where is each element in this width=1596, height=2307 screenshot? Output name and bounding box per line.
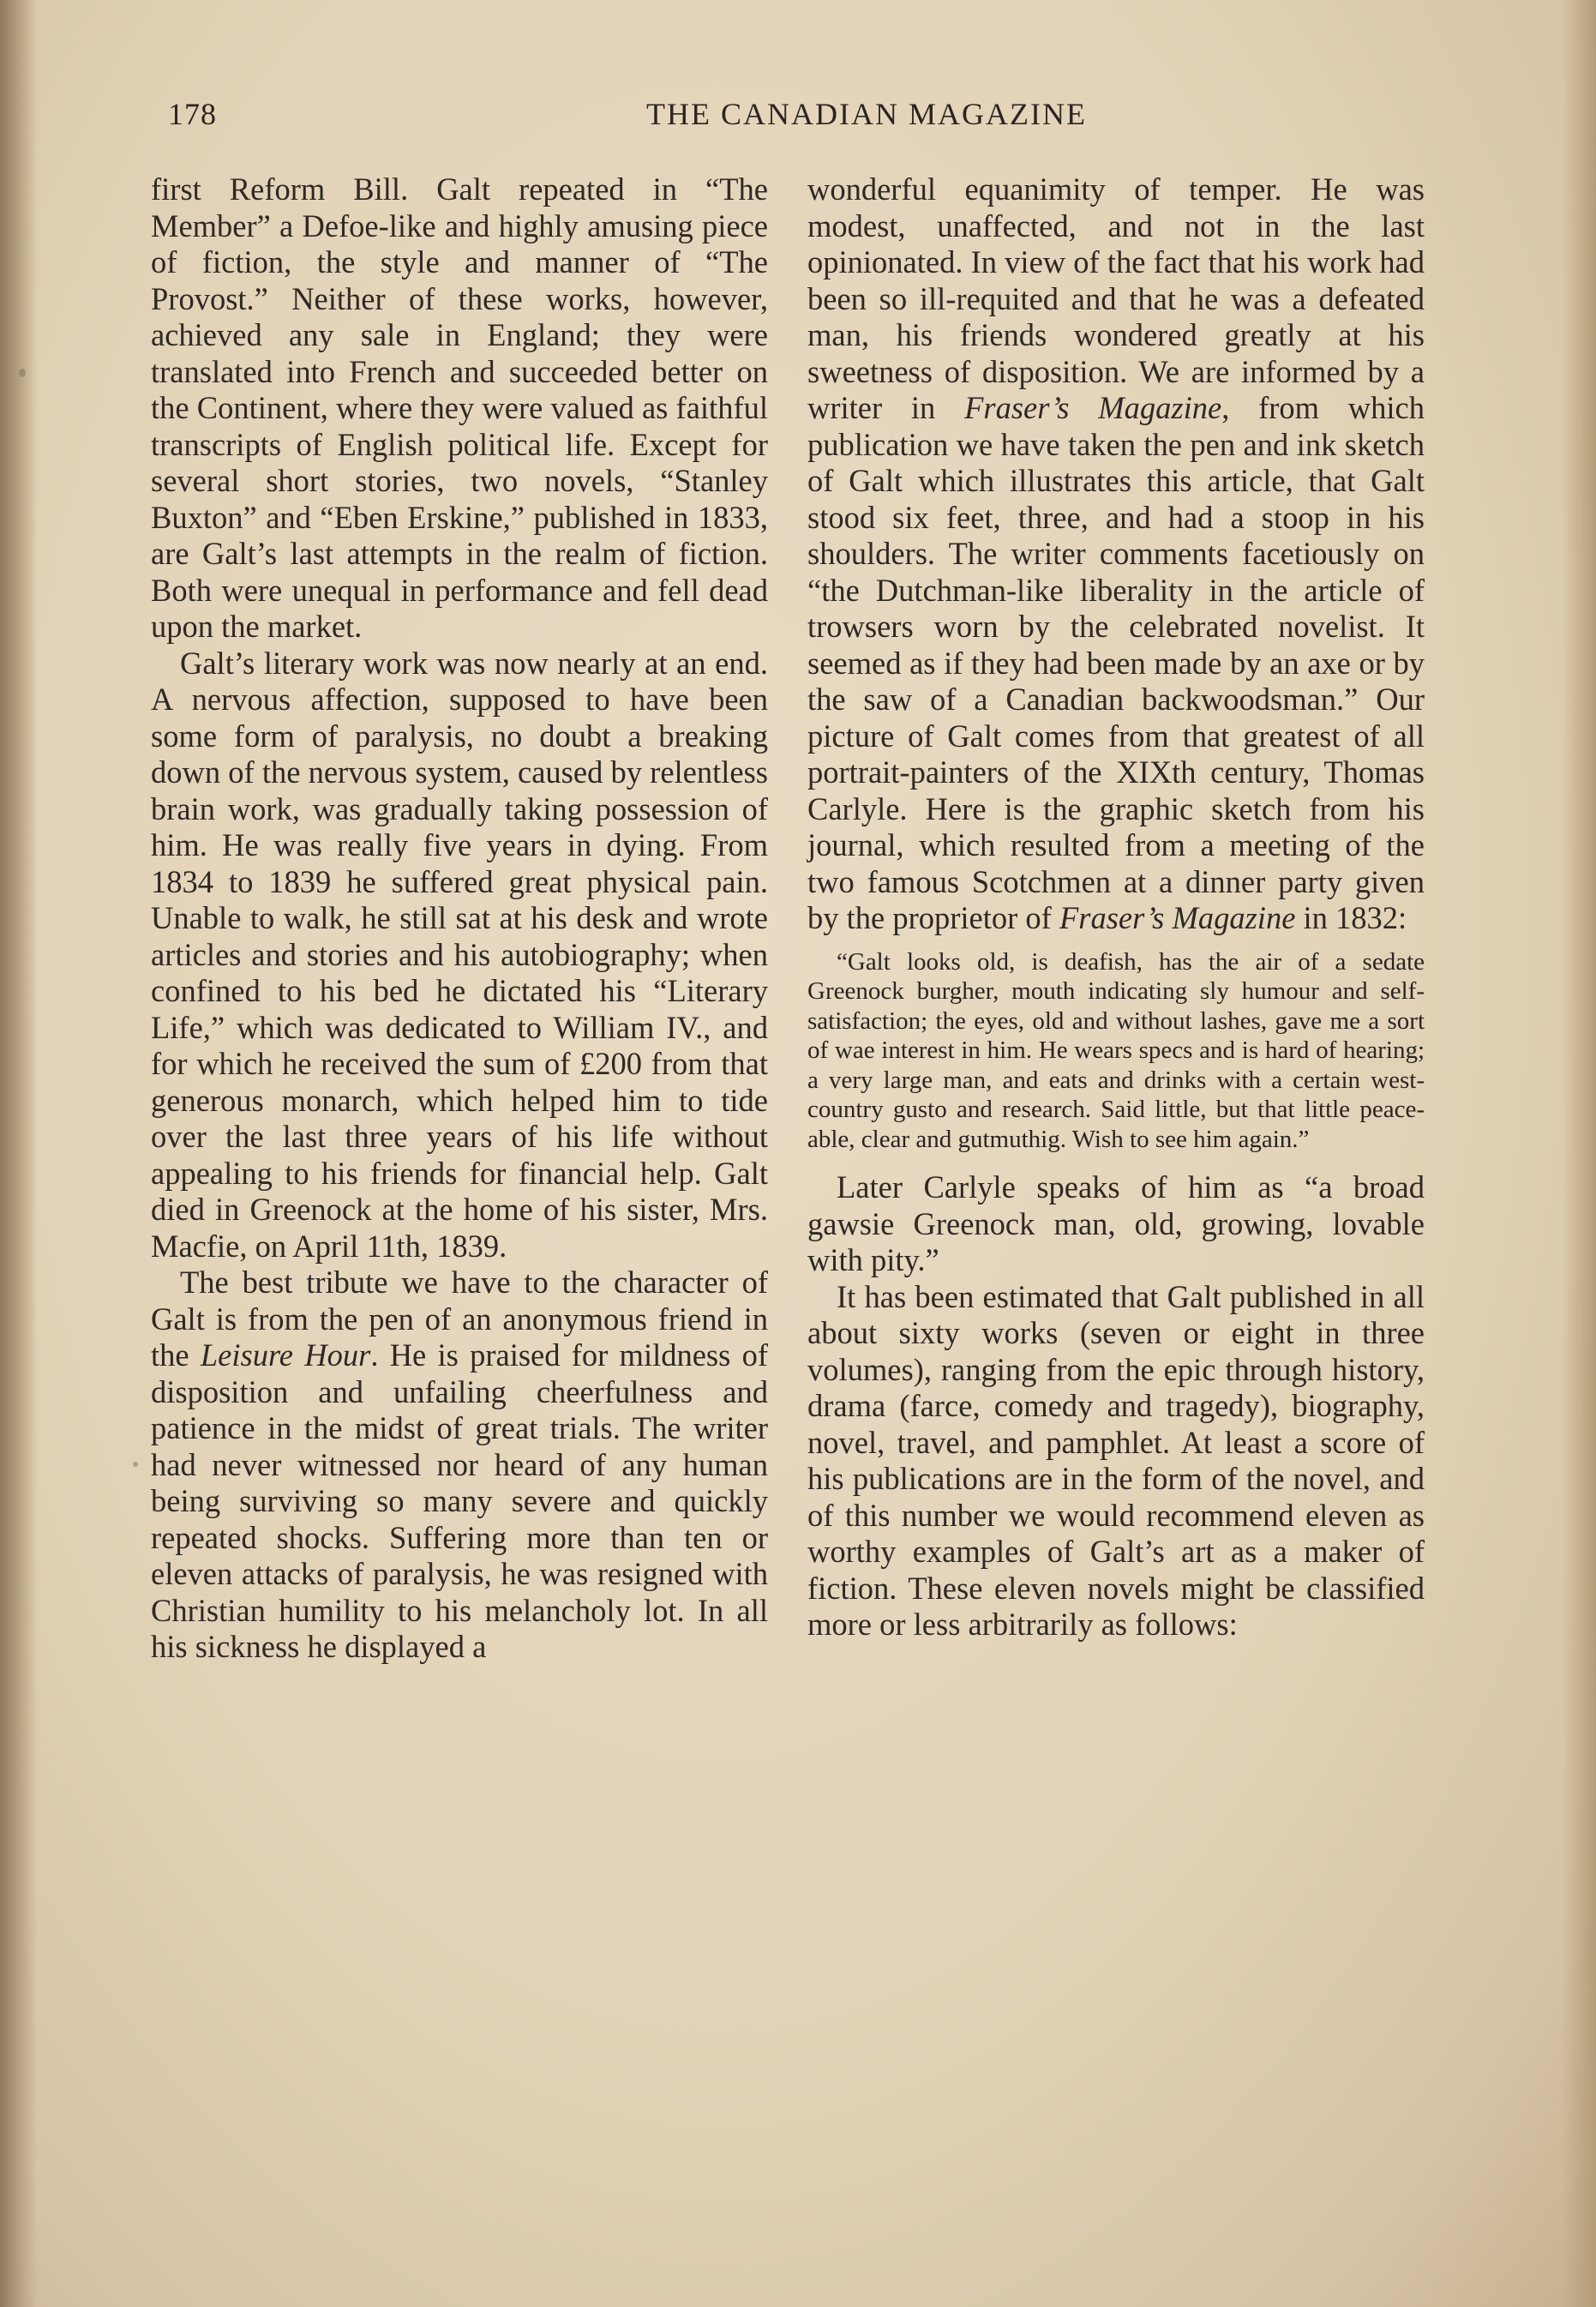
paragraph: [807, 1279, 1425, 1643]
block-quote: [807, 947, 1425, 1155]
text-run: . He is praised for mildness of disposition and unfailing cheerfulness and patience in the midst of great trials. The writer had never witnessed nor heard of any human being surviving so many severe and quickly repeated shocks. Suffering more than ten or eleven attacks of paralysis, he was resigned with Christian humility to his melancholy lot. In all his sickness he displayed a: [151, 1337, 768, 1664]
text-run: “Galt looks old, is deafish, has the air of a sedate Greenock burgher, mouth indicating sly humour and self-satisfaction; the eyes, old and without lashes, gave me a sort of wae interest in him. He wears specs and is hard of hearing; a very large man, and eats and drinks with a certain west-country gusto and research. Said little, but that little peaceable, clear and gutmuthig. Wish to see him again.”: [807, 947, 1425, 1153]
paper-speck: [19, 369, 26, 377]
italic-title: Fraser’s Magazine: [964, 390, 1222, 425]
paragraph: [151, 646, 768, 1265]
running-head: THE CANADIAN MAGAZINE: [646, 97, 1087, 131]
page-number: 178: [168, 97, 217, 131]
text-run: Later Carlyle speaks of him as “a broad gawsie Greenock man, old, growing, lovable with pity.”: [807, 1169, 1425, 1277]
paragraph: [151, 171, 768, 646]
page-binding-shadow: [0, 0, 38, 2307]
text-run: It has been estimated that Galt published in all about sixty works (seven or eight in three volumes), ranging from the epic through history, drama (farce, comedy and tragedy), biography, novel, travel, and pamphlet. At least a score of his publications are in the form of the novel, and of this number we would recommend eleven as worthy examples of Galt’s art as a maker of fiction. These eleven novels might be classified more or less arbitrarily as follows:: [807, 1278, 1425, 1642]
page-edge-shadow: [1562, 0, 1596, 2307]
text-run: Galt’s literary work was now nearly at an end. A nervous affection, supposed to have been some form of paralysis, no doubt a breaking down of the nervous system, caused by relentless brain work, was gradually taking possession of him. He was really five years in dying. From 1834 to 1839 he suffered great physical pain. Unable to walk, he still sat at his desk and wrote articles and stories and his autobiography; when confined to his bed he dictated his “Literary Life,” which was dedicated to William IV., and for which he received the sum of £200 from that generous monarch, which helped him to tide over the last three years of his life without appealing to his friends for financial help. Galt died in Greenock at the home of his sister, Mrs. Macfie, on April 11th, 1839.: [151, 645, 768, 1264]
text-run: first Reform Bill. Galt repeated in “The Member” a Defoe-like and highly amusing piece of fiction, the style and manner of “The Provost.” Neither of these works, however, achieved any sale in England; they were translated into French and succeeded better on the Continent, where they were valued as faithful transcripts of English political life. Except for several short stories, two novels, “Stanley Buxton” and “Eben Erskine,” published in 1833, are Galt’s last attempts in the realm of fiction. Both were unequal in performance and fell dead upon the market.: [151, 171, 768, 644]
italic-title: Fraser’s Magazine: [1059, 900, 1296, 935]
text-run: in 1832:: [1295, 900, 1407, 935]
text-run: The best tribute we have to the character of Galt is from the pen of an anonymous friend in the: [151, 1265, 768, 1373]
paragraph: [151, 1265, 768, 1666]
paper-speck: [133, 1462, 138, 1467]
text-run: , from which publication we have taken the pen and ink sketch of Galt which illustrates this article, that Galt stood six feet, three, and had a stoop in his shoulders. The writer comments facetiously on “the Dutchman-like liberality in the article of trowsers worn by the celebrated novelist. It seemed as if they had been made by an axe or by the saw of a Canadian backwoodsman.” Our picture of Galt comes from that greatest of all portrait-painters of the XIXth century, Thomas Carlyle. Here is the graphic sketch from his journal, which resulted from a meeting of the two famous Scotchmen at a dinner party given by the proprietor of: [807, 390, 1425, 935]
right-column: [807, 171, 1425, 1643]
italic-title: Leisure Hour: [200, 1337, 371, 1373]
paragraph: [807, 171, 1425, 937]
page-header: [168, 96, 1462, 147]
left-column: [151, 171, 768, 1666]
paragraph: [807, 1169, 1425, 1279]
text-run: wonderful equanimity of temper. He was modest, unaffected, and not in the last opinionated. In view of the fact that his work had been so ill-requited and that he was a defeated man, his friends wondered greatly at his sweetness of disposition. We are informed by a writer in: [807, 171, 1425, 425]
